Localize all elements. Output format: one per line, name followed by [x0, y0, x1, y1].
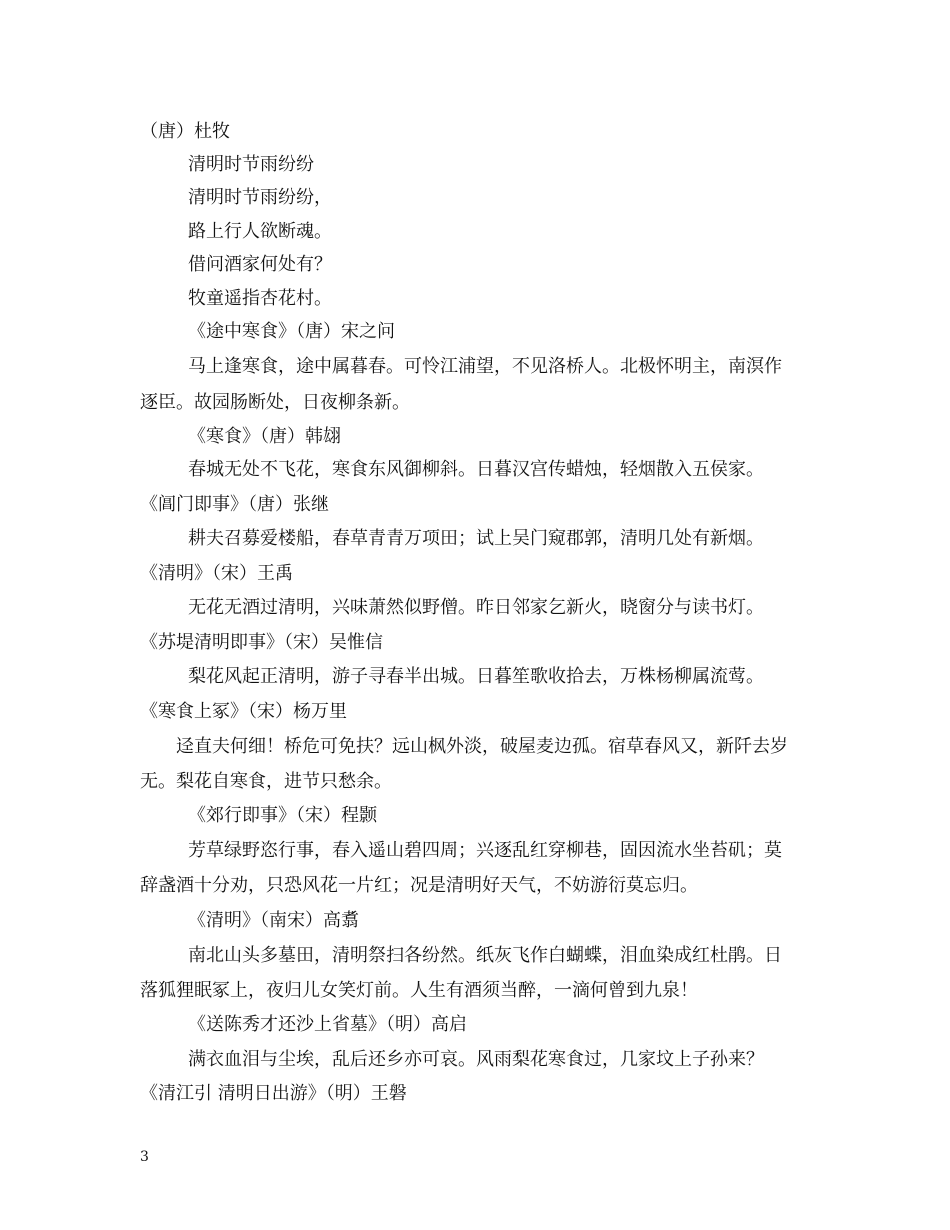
poem-heading: 《郊行即事》（宋）程颢	[188, 805, 377, 826]
poem-line: 牧童遥指杏花村。	[188, 288, 332, 309]
poem-line: 无花无酒过清明，兴味萧然似野僧。昨日邻家乞新火，晓窗分与读书灯。	[188, 597, 764, 618]
poem-line: 南北山头多墓田，清明祭扫各纷然。纸灰飞作白蝴蝶，泪血染成红杜鹃。日	[188, 945, 782, 966]
poem-heading: 《清江引 清明日出游》（明）王磐	[140, 1083, 407, 1104]
poem-line: 无。梨花自寒食，进节只愁余。	[140, 771, 392, 792]
poem-heading: 《送陈秀才还沙上省墓》（明）高启	[188, 1014, 467, 1035]
poem-line: 满衣血泪与尘埃，乱后还乡亦可哀。风雨梨花寒食过，几家坟上子孙来？	[188, 1049, 764, 1070]
poem-line: 借问酒家何处有？	[188, 254, 332, 275]
poem-heading: 《寒食上冢》（宋）杨万里	[140, 701, 347, 722]
poem-line: 马上逢寒食，途中属暮春。可怜江浦望，不见洛桥人。北极怀明主，南溟作	[188, 356, 782, 377]
poem-heading: 《途中寒食》（唐）宋之问	[188, 321, 395, 342]
poem-line: 迳直夫何细！桥危可免扶？远山枫外淡，破屋麦边孤。宿草春风又，新阡去岁	[176, 736, 788, 757]
poem-heading: 《清明》（宋）王禹	[140, 563, 293, 584]
poem-line: 逐臣。故园肠断处，日夜柳条新。	[140, 392, 410, 413]
author-line: （唐）杜牧	[140, 121, 230, 142]
page-number: 3	[140, 1149, 149, 1165]
poem-line: 春城无处不飞花，寒食东风御柳斜。日暮汉宫传蜡烛，轻烟散入五侯家。	[188, 459, 764, 480]
poem-line: 路上行人欲断魂。	[188, 221, 332, 242]
poem-heading: 《清明》（南宋）高翥	[188, 910, 359, 931]
poem-line: 辞盏酒十分劝，只恐风花一片红；况是清明好天气，不妨游衍莫忘归。	[140, 875, 698, 896]
poem-heading: 《苏堤清明即事》（宋）吴惟信	[140, 632, 383, 653]
poem-line: 梨花风起正清明，游子寻春半出城。日暮笙歌收拾去，万株杨柳属流莺。	[188, 666, 764, 687]
poem-line: 耕夫召募爱楼船，春草青青万项田；试上吴门窥郡郭，清明几处有新烟。	[188, 528, 764, 549]
poem-title: 清明时节雨纷纷	[188, 154, 314, 175]
poem-heading: 《寒食》（唐）韩翃	[188, 426, 341, 447]
poem-line: 芳草绿野恣行事，春入遥山碧四周；兴逐乱红穿柳巷，固因流水坐苔矶；莫	[188, 840, 782, 861]
poem-heading: 《阊门即事》（唐）张继	[140, 494, 329, 515]
poem-line: 落狐狸眠冢上，夜归儿女笑灯前。人生有酒须当醉，一滴何曾到九泉！	[140, 980, 698, 1001]
poem-line: 清明时节雨纷纷，	[188, 187, 332, 208]
